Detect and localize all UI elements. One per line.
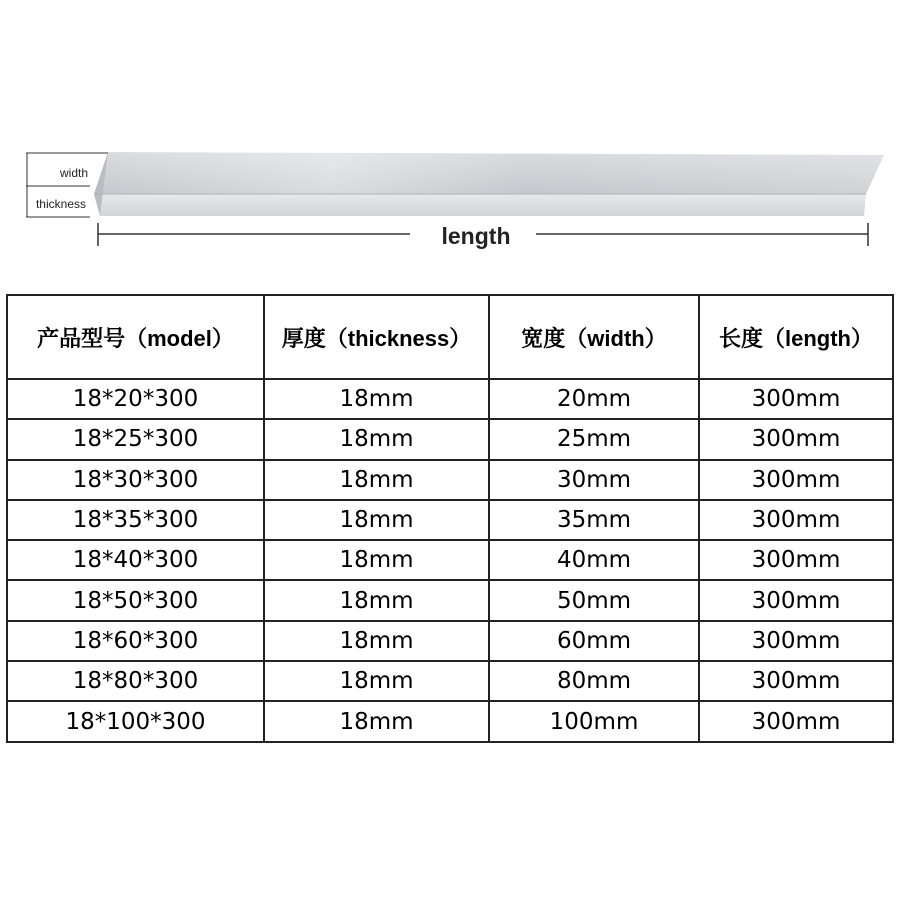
length-cell: 300mm [699, 419, 893, 459]
thickness-cell: 18mm [264, 701, 489, 741]
steel-bar-diagram [0, 0, 900, 270]
table-row [7, 460, 893, 500]
model-cell: 18*100*300 [7, 701, 264, 741]
header-length: 长度（length） [699, 295, 893, 379]
width-cell: 35mm [489, 500, 699, 540]
length-cell: 300mm [699, 701, 893, 741]
model-cell: 18*35*300 [7, 500, 264, 540]
thickness-cell: 18mm [264, 621, 489, 661]
table-row [7, 379, 893, 419]
model-cell: 18*40*300 [7, 540, 264, 580]
header-width: 宽度（width） [489, 295, 699, 379]
width-cell: 100mm [489, 701, 699, 741]
thickness-cell: 18mm [264, 661, 489, 701]
model-cell: 18*60*300 [7, 621, 264, 661]
length-cell: 300mm [699, 540, 893, 580]
thickness-cell: 18mm [264, 419, 489, 459]
length-cell: 300mm [699, 621, 893, 661]
table-row [7, 419, 893, 459]
thickness-cell: 18mm [264, 460, 489, 500]
model-cell: 18*25*300 [7, 419, 264, 459]
length-cell: 300mm [699, 580, 893, 620]
bar-top-shine [94, 152, 884, 194]
table-row [7, 701, 893, 741]
width-cell: 30mm [489, 460, 699, 500]
length-label: length [441, 223, 511, 249]
model-cell: 18*30*300 [7, 460, 264, 500]
table-row [7, 621, 893, 661]
width-label: width [59, 166, 88, 180]
length-cell: 300mm [699, 500, 893, 540]
width-cell: 60mm [489, 621, 699, 661]
model-cell: 18*20*300 [7, 379, 264, 419]
model-cell: 18*50*300 [7, 580, 264, 620]
header-thickness: 厚度（thickness） [264, 295, 489, 379]
width-cell: 20mm [489, 379, 699, 419]
table-row [7, 661, 893, 701]
thickness-label: thickness [35, 197, 86, 211]
table-row [7, 580, 893, 620]
thickness-cell: 18mm [264, 540, 489, 580]
width-cell: 40mm [489, 540, 699, 580]
table-row [7, 540, 893, 580]
width-cell: 80mm [489, 661, 699, 701]
header-model: 产品型号（model） [7, 295, 264, 379]
thickness-cell: 18mm [264, 580, 489, 620]
table-row [7, 500, 893, 540]
length-cell: 300mm [699, 460, 893, 500]
width-cell: 50mm [489, 580, 699, 620]
bar-front-face [94, 194, 866, 216]
table-header-row [7, 295, 893, 379]
specification-table [6, 294, 894, 743]
thickness-cell: 18mm [264, 379, 489, 419]
length-cell: 300mm [699, 379, 893, 419]
thickness-cell: 18mm [264, 500, 489, 540]
model-cell: 18*80*300 [7, 661, 264, 701]
width-cell: 25mm [489, 419, 699, 459]
length-cell: 300mm [699, 661, 893, 701]
